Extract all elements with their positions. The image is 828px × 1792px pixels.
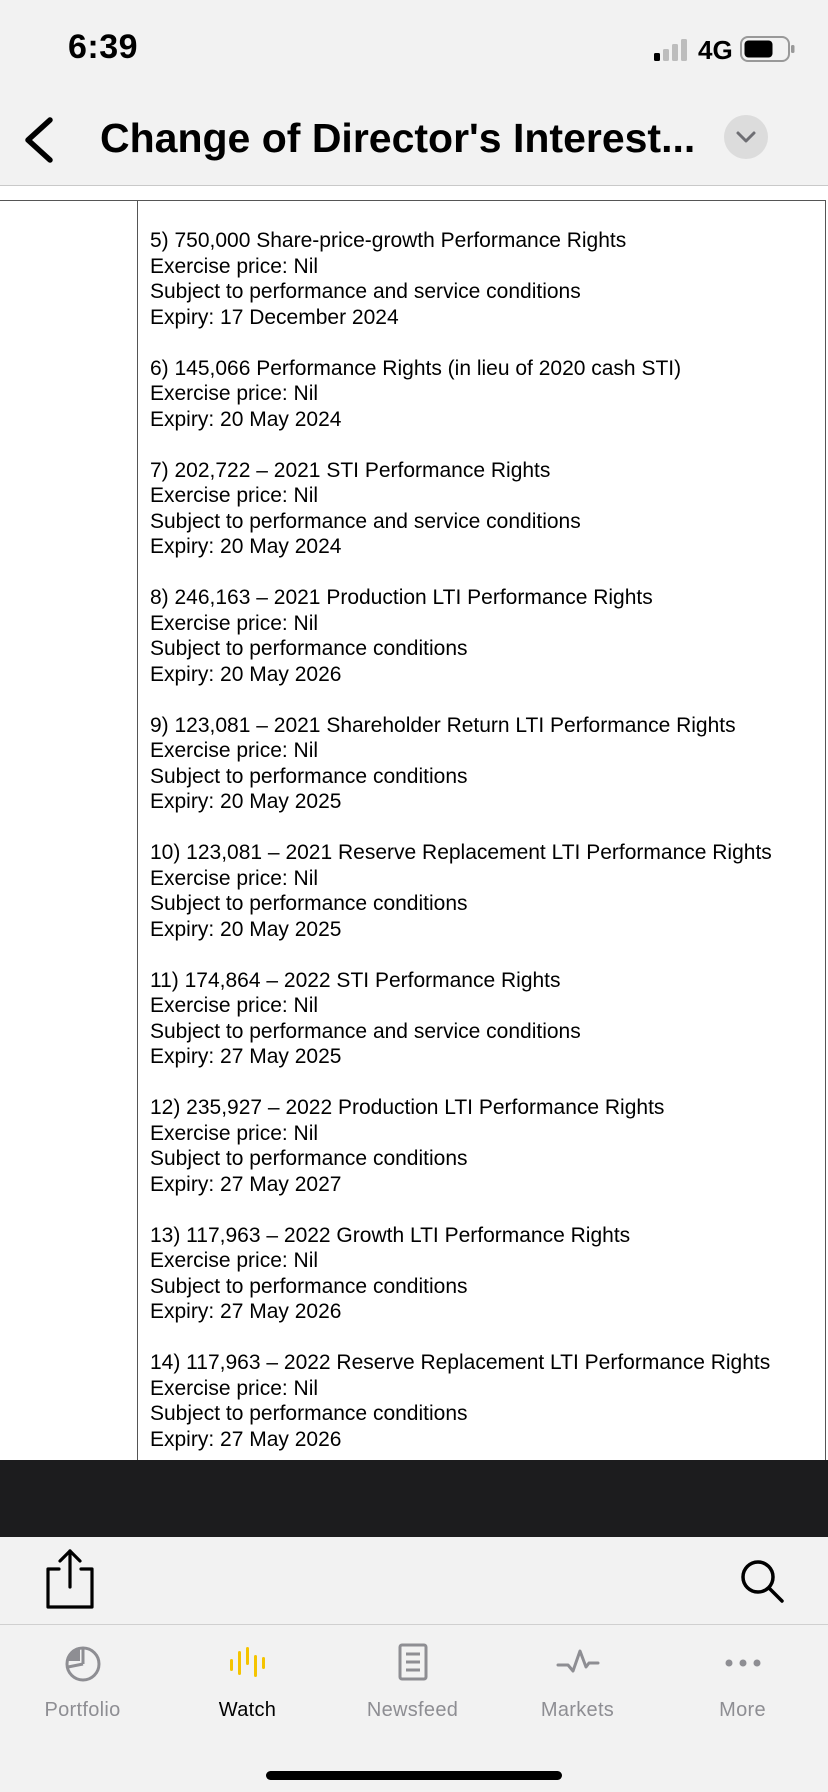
tab-portfolio[interactable] xyxy=(0,1643,165,1733)
entry-line: Subject to performance and service conditions xyxy=(150,509,581,533)
document-viewer[interactable] xyxy=(0,186,828,1460)
list-item xyxy=(150,1350,820,1452)
entry-line: Exercise price: Nil xyxy=(150,866,319,890)
entry-line: Exercise price: Nil xyxy=(150,611,319,635)
entry-line: Exercise price: Nil xyxy=(150,739,319,762)
title-dropdown-button[interactable] xyxy=(724,115,768,159)
entry-line: Expiry: 20 May 2024 xyxy=(150,535,342,558)
entry-line: Exercise price: Nil xyxy=(150,484,319,507)
tab-more[interactable] xyxy=(660,1643,825,1733)
watch-bars-icon xyxy=(226,1643,270,1683)
tab-watch[interactable] xyxy=(165,1643,330,1733)
back-chevron-icon[interactable] xyxy=(20,112,60,168)
entry-heading: 11) 174,864 – 2022 STI Performance Rights xyxy=(150,968,561,992)
more-dots-icon xyxy=(721,1643,765,1683)
entry-line: Subject to performance conditions xyxy=(150,892,468,915)
entry-line: Subject to performance and service conditions xyxy=(150,280,581,303)
list-item xyxy=(150,1095,820,1197)
nav-header xyxy=(0,90,828,186)
tab-newsfeed[interactable] xyxy=(330,1643,495,1733)
table-left-column xyxy=(0,201,138,1460)
entry-line: Subject to performance conditions xyxy=(150,1274,468,1298)
entry-line: Expiry: 27 May 2026 xyxy=(150,1300,342,1323)
entry-line: Exercise price: Nil xyxy=(150,994,319,1017)
entry-line: Subject to performance conditions xyxy=(150,764,468,788)
entry-heading: 7) 202,722 – 2021 STI Performance Rights xyxy=(150,458,551,482)
list-item xyxy=(150,585,820,687)
tab-label: Portfolio xyxy=(44,1699,121,1721)
entry-line: Subject to performance and service conditions xyxy=(150,1019,581,1043)
action-toolbar xyxy=(0,1537,828,1625)
entry-line: Expiry: 27 May 2025 xyxy=(150,1045,342,1068)
pulse-icon xyxy=(556,1643,600,1683)
battery-icon xyxy=(740,35,796,63)
entry-heading: 6) 145,066 Performance Rights (in lieu of 2020 cash STI) xyxy=(150,356,682,380)
entry-heading: 14) 117,963 – 2022 Reserve Replacement LTI Performance Rights xyxy=(150,1351,771,1374)
entry-line: Expiry: 20 May 2024 xyxy=(150,407,342,431)
document-footer-band xyxy=(0,1460,828,1537)
tab-bar xyxy=(0,1625,828,1792)
entry-line: Subject to performance conditions xyxy=(150,637,468,660)
status-time: 6:39 xyxy=(68,28,139,66)
tab-label: Newsfeed xyxy=(366,1699,459,1721)
entry-heading: 10) 123,081 – 2021 Reserve Replacement LTI Performance Rights xyxy=(150,841,772,864)
signal-strength-icon xyxy=(652,38,692,62)
entry-line: Expiry: 27 May 2027 xyxy=(150,1172,342,1196)
entry-heading: 9) 123,081 – 2021 Shareholder Return LTI Performance Rights xyxy=(150,713,736,737)
status-bar xyxy=(0,0,828,90)
entry-heading: 13) 117,963 – 2022 Growth LTI Performance Rights xyxy=(150,1223,631,1247)
tab-markets[interactable] xyxy=(495,1643,660,1733)
list-item xyxy=(150,1223,820,1325)
newspaper-icon xyxy=(391,1643,435,1683)
entry-line: Exercise price: Nil xyxy=(150,382,319,405)
list-item xyxy=(150,458,820,560)
entry-line: Exercise price: Nil xyxy=(150,1249,319,1272)
network-type: 4G xyxy=(698,35,733,65)
entry-line: Expiry: 20 May 2026 xyxy=(150,662,342,686)
list-item xyxy=(150,228,820,330)
entry-heading: 5) 750,000 Share-price-growth Performance Rights xyxy=(150,229,627,252)
tab-label: Watch xyxy=(218,1699,277,1721)
entry-line: Expiry: 17 December 2024 xyxy=(150,305,399,329)
share-icon[interactable] xyxy=(44,1547,96,1611)
entry-line: Expiry: 20 May 2025 xyxy=(150,790,342,813)
entry-heading: 12) 235,927 – 2022 Production LTI Performance Rights xyxy=(150,1096,665,1119)
list-item xyxy=(150,356,820,433)
search-icon[interactable] xyxy=(738,1557,786,1605)
chevron-down-icon xyxy=(735,130,757,144)
list-item xyxy=(150,840,820,942)
entry-line: Subject to performance conditions xyxy=(150,1402,468,1425)
entry-line: Exercise price: Nil xyxy=(150,1376,319,1400)
tab-label: Markets xyxy=(540,1699,615,1721)
entry-line: Exercise price: Nil xyxy=(150,254,319,278)
entry-line: Exercise price: Nil xyxy=(150,1121,319,1145)
entry-line: Subject to performance conditions xyxy=(150,1147,468,1170)
rights-list xyxy=(150,228,820,1460)
pie-chart-icon xyxy=(61,1643,105,1683)
entry-heading: 8) 246,163 – 2021 Production LTI Performance Rights xyxy=(150,586,653,609)
list-item xyxy=(150,968,820,1070)
entry-line: Expiry: 27 May 2026 xyxy=(150,1427,342,1451)
list-item xyxy=(150,713,820,815)
entry-line: Expiry: 20 May 2025 xyxy=(150,917,342,941)
tab-label: More xyxy=(719,1699,766,1721)
home-indicator[interactable] xyxy=(266,1771,562,1780)
page-title: Change of Director's Interest... xyxy=(100,115,696,161)
